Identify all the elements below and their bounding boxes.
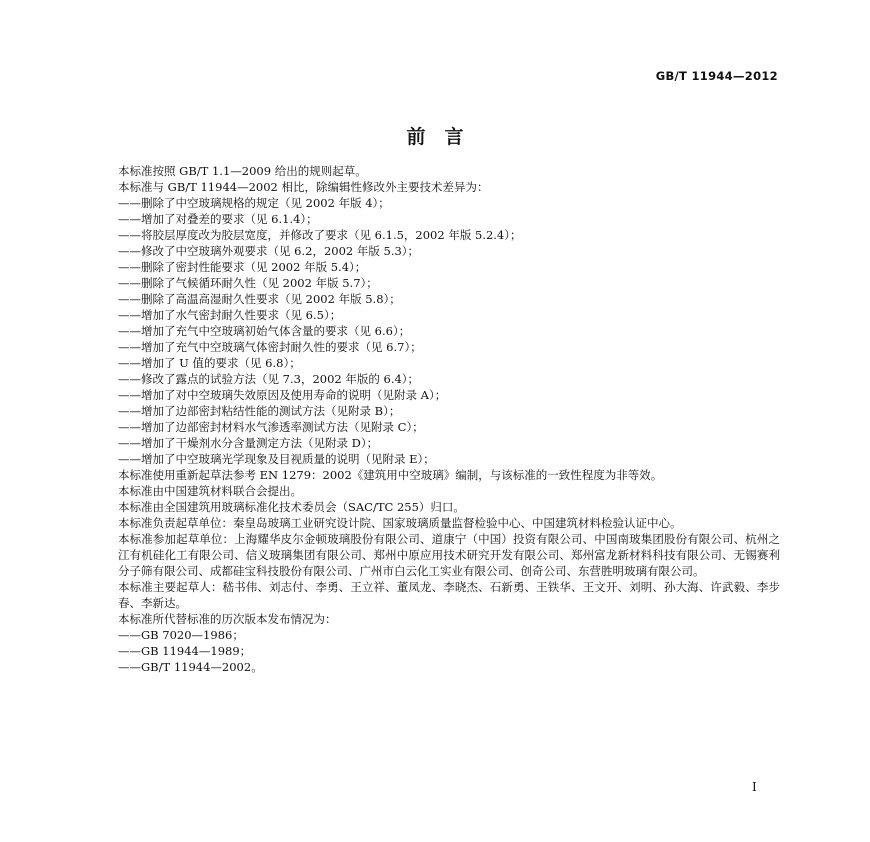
list-item: ——增加了中空玻璃光学现象及目视质量的说明（见附录 E）；: [118, 452, 435, 466]
list-item: ——将胶层厚度改为胶层宽度，并修改了要求（见 6.1.5，2002 年版 5.2.4）；: [118, 228, 522, 242]
list-item: ——GB/T 11944—2002。: [118, 660, 263, 674]
committee-paragraph: 本标准由全国建筑用玻璃标准化技术委员会（SAC/TC 255）归口。: [118, 500, 465, 514]
list-item: ——GB 11944—1989；: [118, 644, 252, 658]
intro-paragraph: 本标准与 GB/T 11944—2002 相比，除编辑性修改外主要技术差异为：: [118, 180, 489, 194]
list-item: ——增加了 U 值的要求（见 6.8）；: [118, 356, 301, 370]
list-item: ——删除了密封性能要求（见 2002 年版 5.4）；: [118, 260, 367, 274]
list-item: ——修改了露点的试验方法（见 7.3，2002 年版的 6.4）；: [118, 372, 420, 386]
standard-code: GB/T 11944—2012: [655, 69, 778, 83]
page-title: 前 言: [406, 126, 464, 148]
list-item: ——修改了中空玻璃外观要求（见 6.2，2002 年版 5.3）；: [118, 244, 420, 258]
list-item: ——增加了干燥剂水分含量测定方法（见附录 D）；: [118, 436, 379, 450]
page-number: I: [752, 780, 757, 794]
list-item: ——删除了气候循环耐久性（见 2002 年版 5.7）；: [118, 276, 378, 290]
changes-list: [90, 195, 780, 467]
list-item: ——增加了水气密封耐久性要求（见 6.5）；: [118, 308, 342, 322]
proposer-paragraph: 本标准由中国建筑材料联合会提出。: [118, 484, 302, 498]
list-item: ——增加了充气中空玻璃初始气体含量的要求（见 6.6）；: [118, 324, 411, 338]
list-item: ——增加了边部密封材料水气渗透率测试方法（见附录 C）；: [118, 420, 424, 434]
list-item: ——增加了对中空玻璃失效原因及使用寿命的说明（见附录 A）；: [118, 388, 447, 402]
intro-paragraph: 本标准按照 GB/T 1.1—2009 给出的规则起草。: [118, 164, 367, 178]
foreword-body: [90, 163, 780, 675]
list-item: ——GB 7020—1986；: [118, 628, 244, 642]
participating-drafters-paragraph: 本标准参加起草单位：上海耀华皮尔金顿玻璃股份有限公司、道康宁（中国）投资有限公司、中国南玻集团股份有限公司、杭州之江有机硅化工有限公司、信义玻璃集团有限公司、郑州中原应用技术研究开发有限公司、郑州富龙新材料科技有限公司、无锡赛利分子筛有限公司、成都硅宝科技股份有限公司、广州市白云化工实业有限公司、创奇公司、东营胜明玻璃有限公司。: [118, 532, 780, 578]
equivalence-paragraph: 本标准使用重新起草法参考 EN 1279：2002《建筑用中空玻璃》编制，与该标准的一致性程度为非等效。: [118, 468, 663, 482]
list-item: ——增加了对叠差的要求（见 6.1.4）；: [118, 212, 318, 226]
list-item: ——增加了充气中空玻璃气体密封耐久性的要求（见 6.7）；: [118, 340, 422, 354]
list-item: ——增加了边部密封粘结性能的测试方法（见附录 B）；: [118, 404, 401, 418]
lead-drafters-paragraph: 本标准负责起草单位：秦皇岛玻璃工业研究设计院、国家玻璃质量监督检验中心、中国建筑材料检验认证中心。: [118, 516, 682, 530]
main-drafters-paragraph: 本标准主要起草人：嵇书伟、刘志付、李勇、王立祥、董凤龙、李晓杰、石新勇、王铁华、王文开、刘明、孙大海、许武毅、李步春、李新达。: [118, 580, 780, 610]
history-list: [90, 627, 780, 675]
list-item: ——删除了高温高湿耐久性要求（见 2002 年版 5.8）；: [118, 292, 401, 306]
list-item: ——删除了中空玻璃规格的规定（见 2002 年版 4）；: [118, 196, 390, 210]
history-intro-paragraph: 本标准所代替标准的历次版本发布情况为：: [118, 612, 337, 626]
